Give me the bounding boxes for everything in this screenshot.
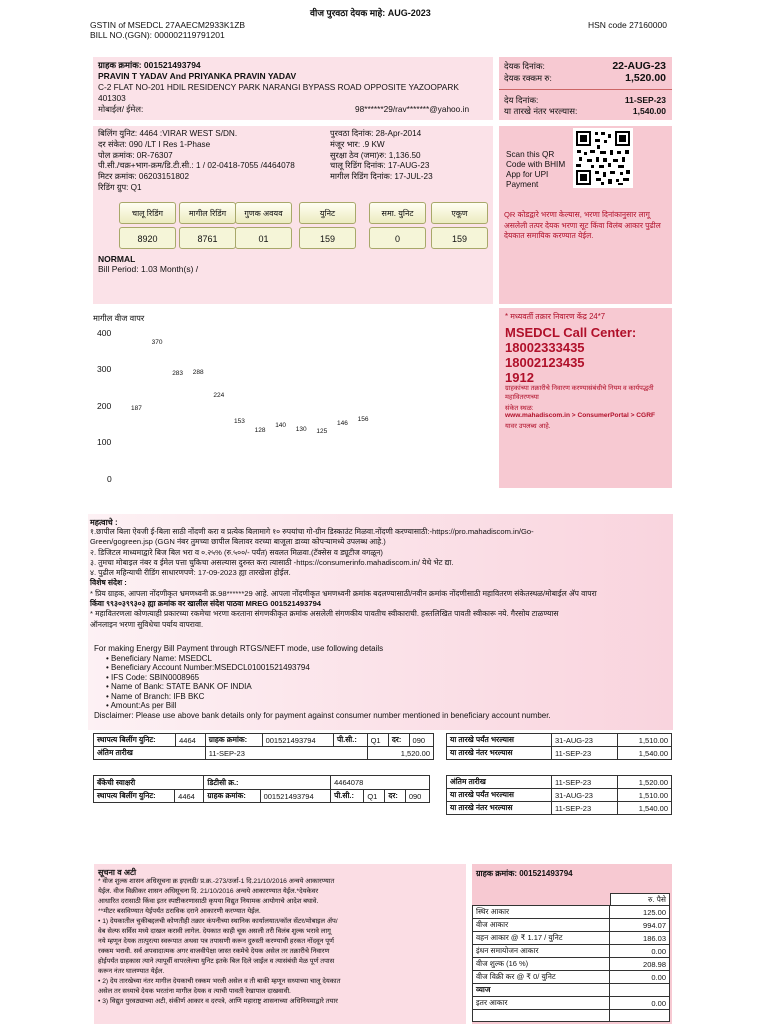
meter-left-info — [98, 129, 295, 194]
stub1-r1-label: या तारखे पर्यंत भरल्यास — [447, 734, 552, 747]
stub1-left-table — [93, 733, 434, 760]
stub1-last-amt: 1,520.00 — [367, 747, 433, 760]
stub2-rate-label: दर: — [385, 790, 405, 803]
consumer-name: PRAVIN T YADAV And PRIYANKA PRAVIN YADAV — [98, 71, 297, 81]
stub1-r1-date: 31-AUG-23 — [551, 734, 617, 747]
term-line: * वीज शुल्क शासन अधिसूचना क्र इएलडी/ प्र.क्र.-273/उर्जा-1 दि.21/10/2016 अन्वये आकारण्यात — [98, 878, 335, 885]
divider — [499, 89, 672, 90]
call-center-title: MSEDCL Call Center: — [505, 325, 637, 340]
data-label: 224 — [213, 391, 225, 399]
qr-scan-text: Scan this QR Code with BHIM App for UPI Payment — [506, 150, 566, 189]
charge-amount: 994.07 — [610, 919, 670, 932]
note-2: २. डिजिटल माध्यमाद्वारे बिज बिल भरा व ०.२५% (रु.५००/- पर्यंत) सवलत मिळवा.(टॅक्सेस व ड्यूटीज वगळून) — [90, 547, 383, 557]
stub2-bu: 4464 — [175, 790, 204, 803]
ifs-code: IFS Code: SBIN0008965 — [111, 672, 200, 682]
amount-note: Amount:As per Bill — [110, 701, 177, 710]
stub2-pc-label: पी.सी.: — [331, 790, 364, 803]
multiplier-header: गुणक अवयव — [235, 202, 292, 224]
bill-date: 22-AUG-23 — [612, 60, 666, 72]
mobile-email: 98******29/rav*******@yahoo.in — [355, 104, 470, 114]
charge-label: वहन आकार @ ₹ 1.17 / युनिट — [473, 932, 610, 945]
due-date: 11-SEP-23 — [624, 95, 666, 105]
notes-block — [88, 514, 673, 730]
grievance-rules: ग्राहकांच्या तक्रारीचे निवारण करण्यासंबंधीचे नियम व कार्यपद्धती महावितरणच्या — [505, 385, 654, 401]
stub1-right-table — [446, 733, 672, 760]
note-4: ४. पुढील महिन्याची रीडिंग साधारणपणे: 17-09-2023 ह्या तारखेला होईल. — [90, 568, 291, 578]
term-line: **मीटर बसविण्यात येईपर्यंत ठराविक दराने आकारणी करण्यात येईल. — [98, 908, 261, 915]
charge-amount: 125.00 — [610, 906, 670, 919]
stub2-c-amt: 1,540.00 — [618, 802, 672, 815]
y-tick-100: 100 — [97, 437, 112, 447]
term-line: करून नंतर घालण्यात येईल. — [98, 968, 165, 975]
charge-label: इंधन समायोजन आकार — [473, 945, 610, 958]
charge-label: वीज विक्री कर @ ₹ 0/ युनिट — [473, 971, 610, 984]
website-link[interactable]: www.mahadiscom.in > ConsumerPortal > CGRF — [505, 412, 655, 419]
charge-label: व्याज — [473, 984, 610, 997]
stub2-left-table — [93, 775, 430, 803]
charges-unit-header: रु. पैसे — [611, 894, 670, 907]
data-label: 146 — [337, 420, 348, 428]
call-center-block — [499, 308, 672, 488]
term-line: • 2) देय तारखेच्या नंतर मागील देयकाची रक्कम भरली असेल व ती बाकी म्हणून सध्याच्या चालू देयकात — [98, 978, 341, 985]
qr-note: QR कोडद्वारे भरणा केल्यास, भरणा दिनांकानुसार लागू असलेली तत्पर देयक भरणा सूट किंवा विलंब आकार पुढील देयकात समायिक करण्यात येईल. — [504, 210, 661, 240]
data-label: 370 — [151, 338, 163, 346]
bank-intro: For making Energy Bill Payment through RTGS/NEFT mode, use following details — [94, 644, 384, 653]
charge-label: वीज शुल्क (16 %) — [473, 958, 610, 971]
adjusted-units-value: 0 — [369, 227, 426, 249]
hsn-code: HSN code 27160000 — [588, 20, 667, 30]
bill-amount: 1,520.00 — [625, 72, 666, 84]
data-label: 156 — [357, 416, 369, 424]
bill-number: BILL NO.(GGN): 000002119791201 — [90, 30, 225, 40]
stub2-cn-label: ग्राहक क्रमांक: — [204, 790, 260, 803]
bank-disclaimer: Disclaimer: Please use above bank details only for payment against consumer number mentioned in beneficiary account number. — [94, 710, 551, 720]
previous-reading-date: मागील रिडिंग दिनांक: 17-JUL-23 — [330, 172, 433, 182]
charges-table — [472, 905, 670, 1022]
bank-name: Name of Bank: STATE BANK OF INDIA — [111, 682, 252, 691]
special-3: * महावितरणला कोणत्याही प्रकारच्या रकमेचा भरणा करताना संगणकीकृत क्रमांक असलेली संगणकीय पावतीच स्वीकाराची. हस्तलिखित पावती स्वीकारू नये. गैरसोय टाळण्यास — [90, 609, 559, 619]
stub2-a-amt: 1,520.00 — [618, 776, 672, 789]
charge-amount: 208.98 — [610, 958, 670, 971]
term-line: वेब सेल्फ सर्विस मध्ये दाखल करावी लागेल. देयकात काही चूक असली तरी विलंब शुल्क भरावे लागू — [98, 928, 331, 935]
terms-block — [94, 864, 466, 1024]
previous-reading-value: 8761 — [179, 227, 236, 249]
address-line-2: 401303 — [98, 93, 126, 103]
qr-block — [499, 126, 672, 304]
data-label: 128 — [254, 426, 266, 434]
consumer-block — [93, 57, 493, 120]
stub2-rate: 090 — [405, 790, 429, 803]
chart-title: मागील वीज वापर — [93, 314, 145, 323]
bill-date-label: देयक दिनांक: — [504, 61, 545, 71]
gstin: GSTIN of MSEDCL 27AAECM2933K1ZB — [90, 20, 246, 30]
y-tick-300: 300 — [97, 364, 112, 374]
charge-label — [473, 1010, 610, 1022]
data-label: 187 — [131, 405, 142, 413]
stub1-r2-label: या तारखे नंतर भरल्यास — [447, 747, 552, 760]
website-avail: यावर उपलब्ध आहे. — [505, 423, 551, 430]
current-reading-date: चालू रिडिंग दिनांक: 17-AUG-23 — [330, 161, 430, 171]
term-line: आधारित दरासाठी किंवा इतर स्पष्टीकरणासाठी कृपया विद्युत नियामक आयोगाचे आदेश बघावे. — [98, 898, 319, 905]
tariff-code: दर संकेत: 090 /LT I Res 1-Phase — [98, 139, 211, 149]
stub1-r1-amt: 1,510.00 — [618, 734, 672, 747]
stub2-dtc: 4464078 — [331, 776, 430, 790]
term-line: येईल. वीज विक्रीकर शासन अधिसूचना दि. 21/10/2016 अन्वये आकारण्यात येईल.*देयकेवर — [98, 888, 319, 895]
current-reading-value: 8920 — [119, 227, 176, 249]
meter-right-info — [330, 129, 433, 183]
note-1: १.छापील बिला ऐवजी ई-बिला साठी नोंदणी करा व प्रत्येक बिलामागे १० रुपयांचा गो-ग्रीन डिस्काउंट मिळवा.नोंदणी करण्यासाठी:-https://pro.mahadiscom.in/Go- — [90, 527, 534, 536]
beneficiary-account: Beneficiary Account Number:MSEDCL01001521493794 — [111, 663, 310, 672]
special-heading: विशेष संदेश : — [90, 578, 127, 588]
stub2-b-amt: 1,510.00 — [618, 789, 672, 802]
bank-details: For making Energy Bill Payment through RTGS/NEFT mode, use following details • Beneficiary Name: MSEDCL • Beneficiary Account Number:MSEDCL01001521493794 • IFS Code: SBIN0008965 • Name of Bank: STATE BANK OF INDIA • Name of Branch: IFB BKC • Amount:As per Bill Disclaimer: Please use above bank details only for payment against consumer number mentioned in beneficiary account number. — [94, 644, 551, 720]
after-due-label: या तारखे नंतर भरल्यास: — [504, 106, 578, 116]
term-line: • 1) देयकातील चुकीबद्दलची कोणतीही तक्रार कंपनीच्या स्थानिक कार्यालयात/कॉल सेंटर/मोबाइल ॲप/ — [98, 918, 338, 925]
sanctioned-load: मंजूर भार: .9 KW — [330, 139, 385, 149]
consumption-chart — [93, 322, 493, 487]
supply-date: पुरवठा दिनांक: 28-Apr-2014 — [330, 129, 422, 138]
data-label: 288 — [192, 368, 204, 376]
call-center-number-1[interactable]: 18002333435 — [505, 340, 585, 355]
reading-group: रिडिंग ग्रुप: Q1 — [98, 182, 142, 192]
reading-status: NORMAL — [98, 254, 136, 264]
previous-reading-header: मागील रिडिंग — [179, 202, 236, 224]
stub1-bu: 4464 — [176, 734, 206, 747]
term-line: रक्कम भरावी. सर्व अपवादात्मक अगर वाजवीपेक्षा जास्त रकमेचे देयक असेल तर तक्रारीचे निवारण — [98, 948, 330, 955]
stub1-r2-date: 11-SEP-23 — [551, 747, 617, 760]
website-label: संकेत स्थळ: — [505, 405, 534, 412]
data-label: 130 — [295, 425, 307, 433]
notes-heading: महत्वाचे : — [90, 518, 118, 527]
total-header: एकूण — [431, 202, 488, 224]
special-4: ऑनलाइन भरणा सुविधेचा पर्याय वापरावा. — [90, 619, 204, 629]
after-due-amount: 1,540.00 — [632, 106, 666, 116]
current-reading-header: चालू रिडिंग — [119, 202, 176, 224]
stub2-cn: 001521493794 — [260, 790, 331, 803]
data-label: 140 — [275, 422, 287, 430]
stub2-right-table — [446, 775, 672, 815]
units-value: 159 — [299, 227, 356, 249]
note-1b: Green/gogreen.jsp (GGN नंबर तुमच्या छापील बिलावर वरच्या बाजूला डाव्या कोपऱ्यामध्ये उपलब्ध आहे.) — [90, 537, 386, 547]
term-line: होईपर्यंत ग्राहकास त्याने त्यापूर्वी वापरलेल्या युनिट इतके बिल दिले जाईल व त्यासंबंधी मेळ पूर्ण तपास — [98, 958, 335, 965]
charge-amount: 186.03 — [610, 932, 670, 945]
special-1: * प्रिय ग्राहक, आपला नोंदणीकृत भ्रमणध्वनी क्र.98******29 आहे. आपला नोंदणीकृत भ्रमणध्वनी क्रमांक बदलण्यासाठी/नवीन क्रमांक नोंदणीसाठी महावितरण संकेतस्थळ/मोबाईल ॲप वापरा — [90, 588, 597, 598]
charge-amount: 0.00 — [610, 997, 670, 1010]
notes-list — [90, 527, 674, 630]
stub1-r2-amt: 1,540.00 — [618, 747, 672, 760]
stub2-dtc-label: डिटीसी क्र.: — [204, 776, 331, 790]
stub1-pc: Q1 — [367, 734, 388, 747]
charge-amount: 0.00 — [610, 971, 670, 984]
charge-label: इतर आकार — [473, 997, 610, 1010]
special-2: किंवा ९९३०३९९३०३ ह्या क्रमांक वर खालील संदेश पाठवा MREG 001521493794 — [90, 599, 322, 609]
y-tick-400: 400 — [97, 328, 112, 338]
stub1-cn-label: ग्राहक क्रमांक: — [205, 734, 262, 747]
charge-amount — [610, 984, 670, 997]
stub1-rate: 090 — [409, 734, 433, 747]
terms-list — [98, 877, 466, 1007]
billing-unit: बिलिंग युनिट: 4464 :VIRAR WEST S/DN. — [98, 129, 238, 138]
terms-heading: सूचना व अटी — [98, 868, 137, 877]
stub1-cn: 001521493794 — [262, 734, 333, 747]
stub2-b-label: या तारखे पर्यंत भरल्यास — [447, 789, 552, 802]
stub2-c-date: 11-SEP-23 — [551, 802, 617, 815]
term-line: असेल तर सध्याचे देयक भरतांना मागील देयक व त्याची पावती रेखापाल दाखवावी. — [98, 988, 291, 995]
consumer-number: ग्राहक क्रमांक: 001521493794 — [98, 60, 201, 70]
bill-period: Bill Period: 1.03 Month(s) / — [98, 264, 199, 274]
bill-amount-label: देयक रक्कम रु: — [504, 73, 552, 83]
security-deposit: सुरक्षा ठेव (जमा)रु: 1,136.50 — [330, 150, 421, 160]
grievance-center: * मध्यवर्ती तक्रार निवारण केंद्र 24*7 — [505, 312, 606, 321]
stub2-bu-label: स्थापत्य बिलींग युनिट: — [94, 790, 175, 803]
call-center-number-3[interactable]: 1912 — [505, 370, 534, 385]
y-tick-200: 200 — [97, 401, 112, 411]
data-label: 283 — [172, 370, 184, 378]
due-date-label: देय दिनांक: — [504, 95, 539, 105]
charge-label: स्थिर आकार — [473, 906, 610, 919]
stub2-a-label: अंतिम तारीख — [447, 776, 552, 789]
address-line-1: C-2 FLAT NO-201 HDIL RESIDENCY PARK NARANGI BYPASS ROAD OPPOSITE YAZOOPARK — [98, 82, 459, 92]
data-label: 153 — [234, 417, 245, 425]
pc-dtc: पी.सी./चक्र+भाग-क्रम/डि.टी.सी.: 1 / 02-0418-7055 /4464078 — [98, 161, 295, 171]
pole-number: पोल क्रमांक: 0R-76307 — [98, 150, 173, 160]
stub1-last-date: 11-SEP-23 — [205, 747, 367, 760]
stub1-bu-label: स्थापत्य बिलींग युनिट: — [94, 734, 176, 747]
stub2-a-date: 11-SEP-23 — [551, 776, 617, 789]
stub1-last-label: अंतिम तारीख — [94, 747, 206, 760]
data-label: 125 — [316, 427, 328, 435]
meter-block — [93, 126, 493, 304]
multiplier-value: 01 — [235, 227, 292, 249]
charge-label: वीज आकार — [473, 919, 610, 932]
term-line: • 3) विद्युत पुरवठ्याच्या अटी, संकीर्ण आकार व दरपत्रे, आणि महाराष्ट्र शासनाच्या अधिनियमाद्वारे तयार — [98, 998, 338, 1005]
mobile-label: मोबाईल/ ईमेल: — [98, 104, 144, 114]
stub2-b-date: 31-AUG-23 — [551, 789, 617, 802]
meter-number: मिटर क्रमांक: 06203151802 — [98, 172, 189, 182]
branch-name: Name of Branch: IFB BKC — [111, 691, 205, 701]
stub1-rate-label: दर: — [388, 734, 409, 747]
stub2-pc: Q1 — [364, 790, 385, 803]
charge-amount — [610, 1010, 670, 1022]
due-box — [499, 57, 672, 120]
stub2-bank-label: बँकेची स्वाक्षरी — [94, 776, 204, 790]
total-value: 159 — [431, 227, 488, 249]
term-line: नये म्हणून देयक तात्पुरत्या स्वरूपात अथवा पत्र तपासणी करून दुरुस्ती करण्याची हरकत नोंदवून पूर्ण — [98, 938, 334, 945]
charge-amount: 0.00 — [610, 945, 670, 958]
note-3: ३. तुमचा मोबाइल नंबर व ईमेल पत्ता चुकिचा असल्यास दुरुस्त करा त्यासाठी -https://consumerinfo.mahadiscom.in/ येथे भेट द्या. — [90, 557, 454, 567]
units-header: युनिट — [299, 202, 356, 224]
stub2-c-label: या तारखे नंतर भरल्यास — [447, 802, 552, 815]
adjusted-units-header: समा. युनिट — [369, 202, 426, 224]
call-center-number-2[interactable]: 18002123435 — [505, 355, 585, 370]
beneficiary-name: Beneficiary Name: MSEDCL — [111, 653, 212, 663]
back-consumer-number: ग्राहक क्रमांक: 001521493794 — [476, 869, 573, 878]
qr-code-icon[interactable] — [573, 128, 633, 188]
bill-title: वीज पुरवठा देयक माहे: AUG-2023 — [310, 8, 431, 18]
y-tick-0: 0 — [107, 474, 112, 484]
stub1-pc-label: पी.सी.: — [333, 734, 367, 747]
